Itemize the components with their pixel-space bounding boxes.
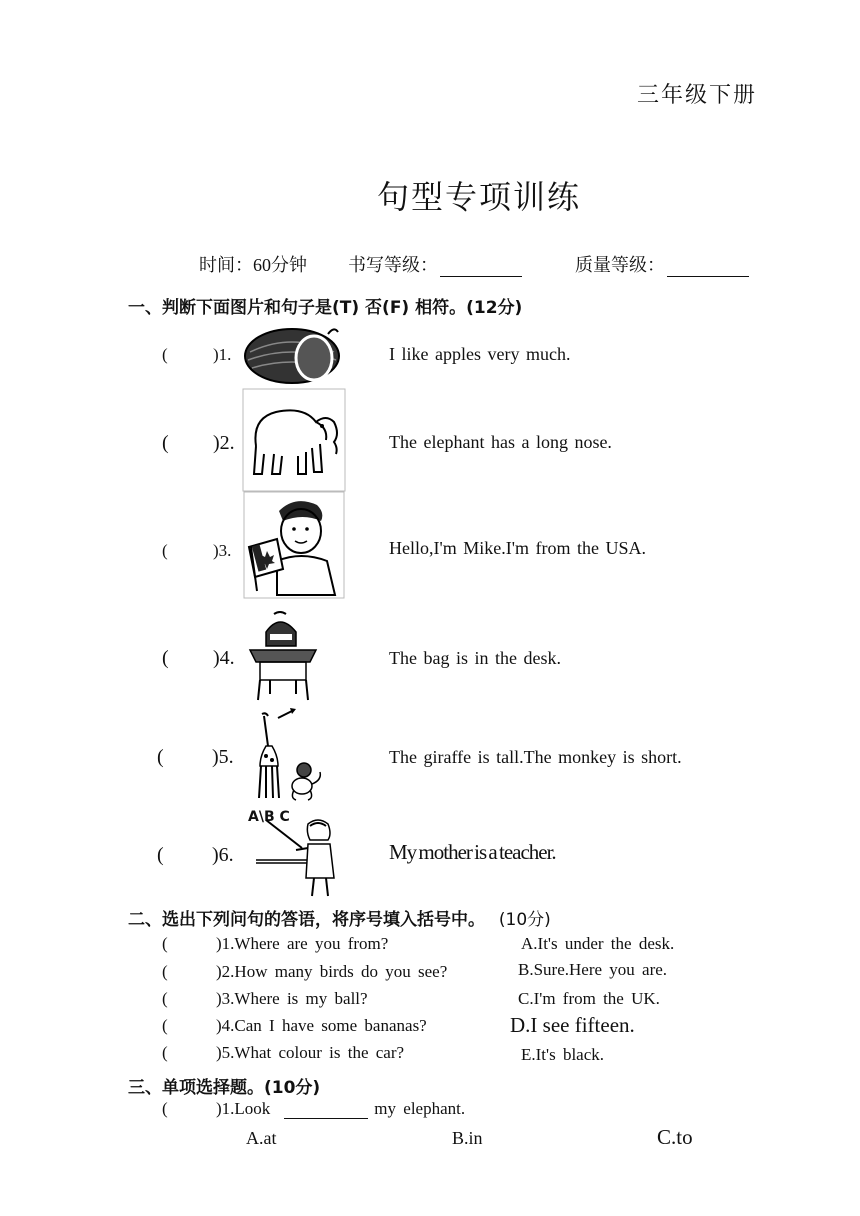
quality-grade (575, 251, 749, 277)
answer-paren[interactable]: ( (162, 345, 168, 364)
item-number: )5. (212, 746, 234, 768)
item-number: )6. (212, 844, 234, 866)
grade-label: 三年级下册 (637, 82, 758, 107)
elephant-icon (242, 388, 346, 492)
question: )2.How many birds do you see? (216, 962, 448, 981)
answer-option: D.I see fifteen. (510, 1013, 635, 1037)
answer-paren[interactable]: ( (162, 962, 168, 981)
section2-title: 二、选出下列问句的答语，将序号填入括号中。 (128, 910, 485, 930)
section2-heading (128, 905, 551, 930)
answer-paren[interactable]: ( (162, 934, 168, 953)
answer-option: A.It's under the desk. (521, 934, 675, 953)
sentence: I like apples very much. (389, 344, 571, 364)
answer-paren[interactable]: ( (162, 432, 169, 454)
quality-grade-blank[interactable] (667, 258, 749, 277)
item-number: )3. (213, 541, 232, 560)
sentence: The bag is in the desk. (389, 648, 561, 668)
sentence: The giraffe is tall.The monkey is short. (389, 747, 682, 767)
question: )3.Where is my ball? (216, 989, 368, 1008)
answer-paren[interactable]: ( (162, 1099, 168, 1118)
writing-grade (348, 251, 522, 277)
section2-score: (10分) (498, 910, 551, 930)
page-title: 句型专项训练 (377, 179, 582, 215)
writing-grade-label: 书写等级： (348, 255, 438, 275)
answer-paren[interactable]: ( (162, 1043, 168, 1062)
time-label: 时间：60分钟 (199, 255, 307, 275)
answer-paren[interactable]: ( (162, 1016, 168, 1035)
section3-heading: 三、单项选择题。(10分) (128, 1078, 321, 1098)
question-end: my elephant. (374, 1099, 466, 1118)
answer-paren[interactable]: ( (162, 647, 169, 669)
answer-paren[interactable]: ( (162, 541, 168, 560)
board-text: A\B C (248, 809, 290, 825)
giraffe-monkey-icon (248, 706, 334, 804)
item-number: )4. (213, 647, 235, 669)
section1-heading: 一、判断下面图片和句子是(T) 否(F) 相符。(12分) (128, 298, 523, 318)
answer-paren[interactable]: ( (162, 989, 168, 1008)
answer-option: E.It's black. (521, 1045, 605, 1064)
choice-option: B.in (452, 1128, 483, 1148)
sentence: The elephant has a long nose. (389, 432, 612, 452)
boy-with-flag-icon (243, 491, 345, 599)
answer-option: C.I'm from the UK. (518, 989, 660, 1008)
choice-option: A.at (246, 1128, 277, 1148)
question (216, 1099, 465, 1119)
answer-paren[interactable]: ( (157, 844, 164, 866)
watermelon-icon (242, 322, 348, 384)
answer-option: B.Sure.Here you are. (518, 960, 668, 979)
item-number: )2. (213, 432, 235, 454)
question-start: )1.Look (216, 1099, 271, 1118)
fill-blank[interactable] (284, 1102, 368, 1119)
quality-grade-label: 质量等级： (575, 255, 665, 275)
teacher-icon (252, 816, 342, 898)
answer-paren[interactable]: ( (157, 746, 164, 768)
question: )4.Can I have some bananas? (216, 1016, 427, 1035)
writing-grade-blank[interactable] (440, 258, 522, 277)
bag-on-desk-icon (246, 610, 322, 702)
sentence: Hello,I'm Mike.I'm from the USA. (389, 538, 646, 558)
question: )5.What colour is the car? (216, 1043, 405, 1062)
item-number: )1. (213, 345, 232, 364)
sentence: My mother is a teacher. (389, 840, 556, 864)
question: )1.Where are you from? (216, 934, 389, 953)
choice-option: C.to (657, 1125, 693, 1149)
